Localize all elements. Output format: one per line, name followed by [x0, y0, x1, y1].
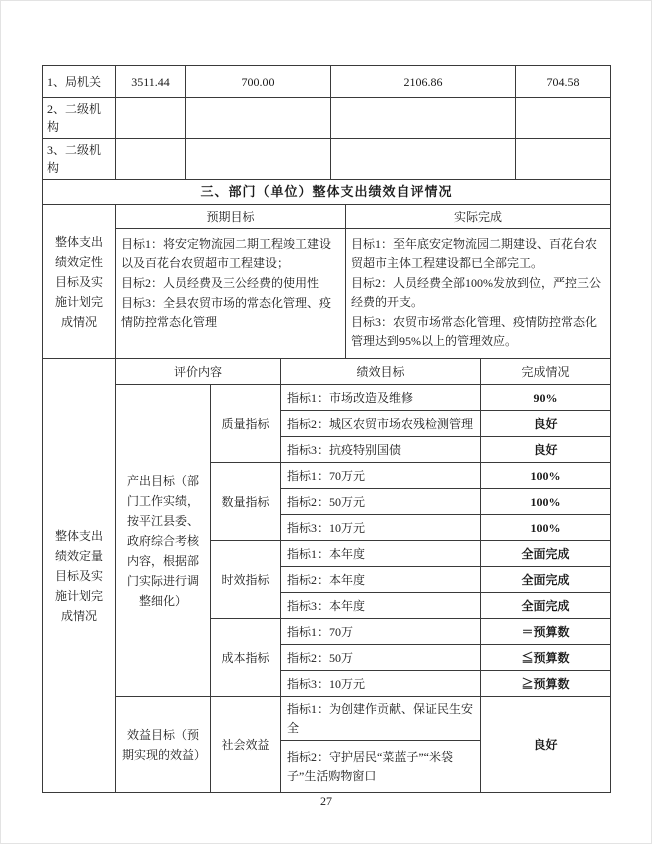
table-row [43, 66, 611, 98]
completion-cell: 良好 [481, 697, 611, 793]
completion-cell: 全面完成 [481, 567, 611, 593]
actual-goals-cell [346, 229, 611, 359]
expected-header: 预期目标 [116, 205, 346, 229]
target-cell: 指标1：70万元 [281, 463, 481, 489]
benefit-goal-label-cell: 效益目标（预期实现的效益） [116, 697, 211, 793]
target-cell: 指标2：50万 [281, 645, 481, 671]
target-cell: 指标1：本年度 [281, 541, 481, 567]
completion-cell: ≦预算数 [481, 645, 611, 671]
cell-value: 2106.86 [331, 66, 516, 98]
actual-goal: 目标3：农贸市场常态化管理、疫情防控常态化管理达到95%以上的管理效应。 [351, 315, 598, 348]
cell-value [186, 139, 331, 180]
expected-goal: 目标3：全县农贸市场的常态化管理、疫情防控常态化管理 [121, 296, 332, 329]
cell-value [116, 139, 186, 180]
qualitative-row-label: 整体支出绩效定性目标及实施计划完成情况 [43, 205, 116, 359]
cell-value [331, 139, 516, 180]
target-cell: 指标3：10万元 [281, 671, 481, 697]
completion-cell: 良好 [481, 437, 611, 463]
target-cell: 指标2：城区农贸市场农残检测管理 [281, 411, 481, 437]
target-cell: 指标2：50万元 [281, 489, 481, 515]
cell-value [516, 139, 611, 180]
completion-cell: ≧预算数 [481, 671, 611, 697]
quantitative-row-label: 整体支出绩效定量目标及实施计划完成情况 [43, 359, 116, 793]
target-cell: 指标3：本年度 [281, 593, 481, 619]
section-title-table [42, 179, 611, 205]
completion-cell: 90% [481, 385, 611, 411]
completion-cell: ＝预算数 [481, 619, 611, 645]
target-cell: 指标1：70万 [281, 619, 481, 645]
actual-header: 实际完成 [346, 205, 611, 229]
cell-value: 3511.44 [116, 66, 186, 98]
header-content: 评价内容 [116, 359, 281, 385]
completion-cell: 全面完成 [481, 593, 611, 619]
cell-value [331, 98, 516, 139]
category-cell: 成本指标 [211, 619, 281, 697]
qualitative-table [42, 204, 611, 359]
cell-value: 700.00 [186, 66, 331, 98]
completion-cell: 良好 [481, 411, 611, 437]
target-cell: 指标3：抗疫特别国债 [281, 437, 481, 463]
table-row [43, 139, 611, 180]
output-goal-label-cell: 产出目标（部门工作实绩，按平江县委、政府综合考核内容，根据部门实际进行调整细化） [116, 385, 211, 697]
target-cell: 指标3：10万元 [281, 515, 481, 541]
cell-value [186, 98, 331, 139]
header-completion: 完成情况 [481, 359, 611, 385]
category-cell: 时效指标 [211, 541, 281, 619]
cell-value [516, 98, 611, 139]
benefit-category-cell: 社会效益 [211, 697, 281, 793]
row-label: 2、二级机构 [43, 98, 116, 139]
table-row [43, 98, 611, 139]
row-label: 1、局机关 [43, 66, 116, 98]
document-content [42, 65, 612, 793]
actual-goal: 目标2：人员经费全部100%发放到位，严控三公经费的开支。 [351, 276, 601, 309]
actual-goal: 目标1：至年底安定物流园二期建设、百花台农贸超市主体工程建设都已全部完工。 [351, 237, 598, 270]
section-title: 三、部门（单位）整体支出绩效自评情况 [43, 180, 611, 205]
target-cell: 指标1：为创建作贡献、保证民生安全 [281, 697, 481, 741]
expected-goals-cell [116, 229, 346, 359]
quantitative-table [42, 358, 611, 793]
page-number: 27 [320, 794, 332, 808]
summary-table [42, 65, 611, 180]
completion-cell: 全面完成 [481, 541, 611, 567]
completion-cell: 100% [481, 463, 611, 489]
target-cell: 指标1：市场改造及维修 [281, 385, 481, 411]
completion-cell: 100% [481, 515, 611, 541]
completion-cell: 100% [481, 489, 611, 515]
header-target: 绩效目标 [281, 359, 481, 385]
category-cell: 数量指标 [211, 463, 281, 541]
cell-value [116, 98, 186, 139]
row-label: 3、二级机构 [43, 139, 116, 180]
target-cell: 指标2：本年度 [281, 567, 481, 593]
target-cell: 指标2：守护居民“菜蓝子”“米袋子”生活购物窗口 [281, 741, 481, 793]
expected-goal: 目标1：将安定物流园二期工程竣工建设以及百花台农贸超市工程建设； [121, 237, 332, 270]
cell-value: 704.58 [516, 66, 611, 98]
category-cell: 质量指标 [211, 385, 281, 463]
expected-goal: 目标2：人员经费及三公经费的使用性 [121, 276, 320, 290]
